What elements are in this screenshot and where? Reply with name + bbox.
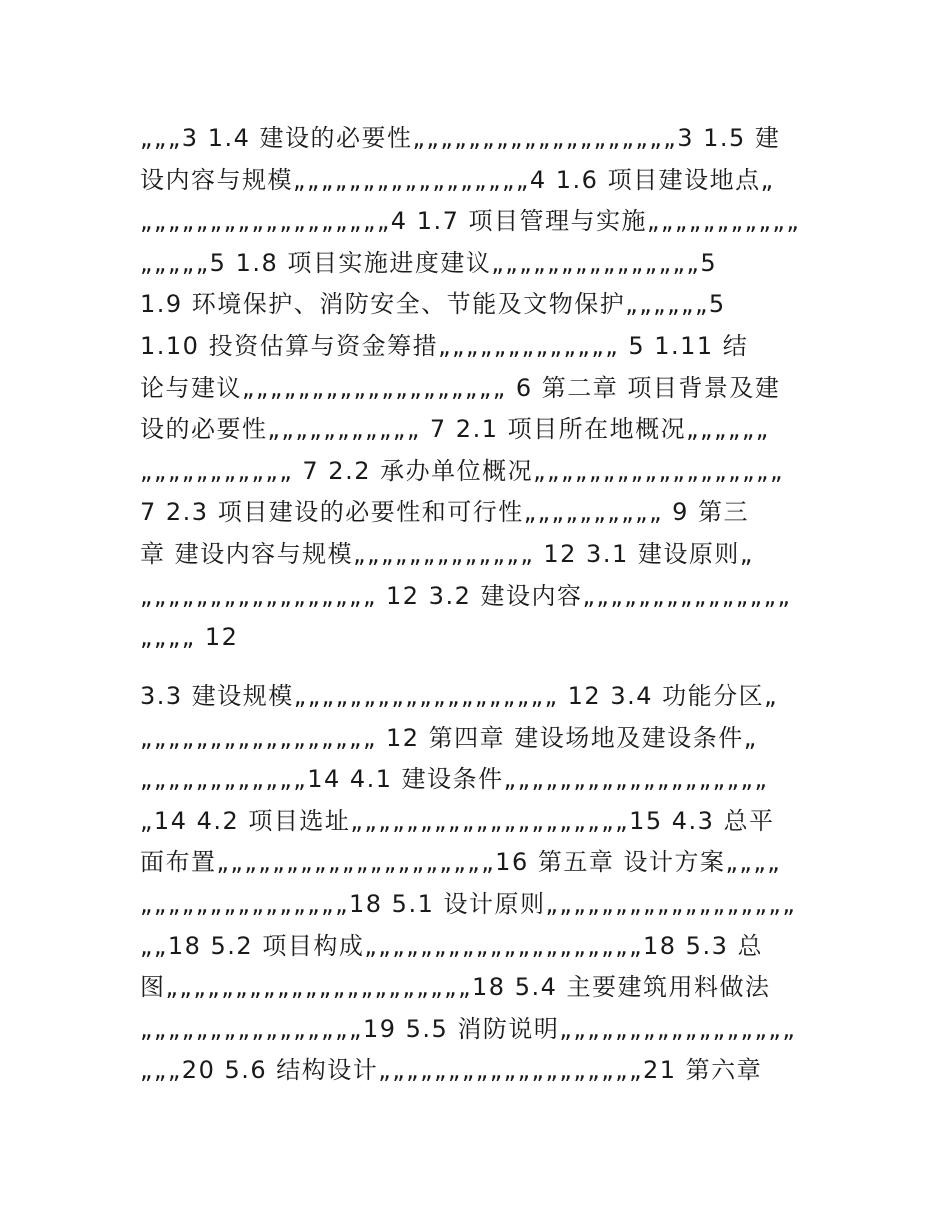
toc-line: „„„„„„„„„„„ 7 2.2 承办单位概况„„„„„„„„„„„„„„„„„„ bbox=[140, 456, 784, 485]
toc-line: „„„„ 12 bbox=[140, 623, 239, 652]
toc-line: 论与建议„„„„„„„„„„„„„„„„„„„ 6 第二章 项目背景及建 bbox=[140, 373, 781, 402]
toc-line: 1.10 投资估算与资金筹措„„„„„„„„„„„„„ 5 1.11 结 bbox=[140, 331, 749, 360]
toc-line: „„18 5.2 项目构成„„„„„„„„„„„„„„„„„„„„18 5.3 总 bbox=[140, 931, 763, 960]
table-of-contents-block-2 bbox=[140, 676, 820, 1092]
toc-line: „„„20 5.6 结构设计„„„„„„„„„„„„„„„„„„„21 第六章 bbox=[140, 1056, 763, 1085]
toc-line: „„„„„„„„„„„„„„„„„ 12 3.2 建设内容„„„„„„„„„„„„„„„ bbox=[140, 581, 792, 610]
toc-line: „„„3 1.4 建设的必要性„„„„„„„„„„„„„„„„„„„3 1.5 建 bbox=[140, 124, 781, 152]
toc-line: 设的必要性„„„„„„„„„„„ 7 2.1 项目所在地概况„„„„„„ bbox=[140, 415, 770, 444]
toc-line: 7 2.3 项目建设的必要性和可行性„„„„„„„„„„ 9 第三 bbox=[140, 498, 750, 527]
toc-line: 设内容与规模„„„„„„„„„„„„„„„„„4 1.6 项目建设地点„ bbox=[140, 165, 775, 194]
toc-line: „„„„„„„„„„„„„„„„19 5.5 消防说明„„„„„„„„„„„„„„„„„ bbox=[140, 1014, 797, 1043]
toc-line: „„„„„5 1.8 项目实施进度建议„„„„„„„„„„„„„„„5 bbox=[140, 248, 718, 277]
toc-line: 章 建设内容与规模„„„„„„„„„„„„„ 12 3.1 建设原则„ bbox=[140, 539, 754, 568]
toc-line: „„„„„„„„„„„„„„„„„ 12 第四章 建设场地及建设条件„ bbox=[140, 723, 758, 752]
toc-line: 图„„„„„„„„„„„„„„„„„„„„„„18 5.4 主要建筑用料做法 bbox=[140, 973, 771, 1002]
toc-line: „14 4.2 项目选址„„„„„„„„„„„„„„„„„„„„15 4.3 总平 bbox=[140, 806, 775, 835]
table-of-contents-block-1 bbox=[140, 118, 820, 659]
toc-line: 3.3 建设规模„„„„„„„„„„„„„„„„„„„ 12 3.4 功能分区„ bbox=[140, 682, 779, 710]
toc-line: 1.9 环境保护、消防安全、节能及文物保护„„„„„„5 bbox=[140, 290, 726, 319]
toc-line: „„„„„„„„„„„„14 4.1 建设条件„„„„„„„„„„„„„„„„„„„ bbox=[140, 765, 769, 794]
toc-line: „„„„„„„„„„„„„„„18 5.1 设计原则„„„„„„„„„„„„„„„„„„ bbox=[140, 889, 797, 918]
toc-line: 面布置„„„„„„„„„„„„„„„„„„„„16 第五章 设计方案„„„„ bbox=[140, 848, 782, 877]
toc-line: „„„„„„„„„„„„„„„„„„4 1.7 项目管理与实施„„„„„„„„„„„ bbox=[140, 207, 801, 236]
